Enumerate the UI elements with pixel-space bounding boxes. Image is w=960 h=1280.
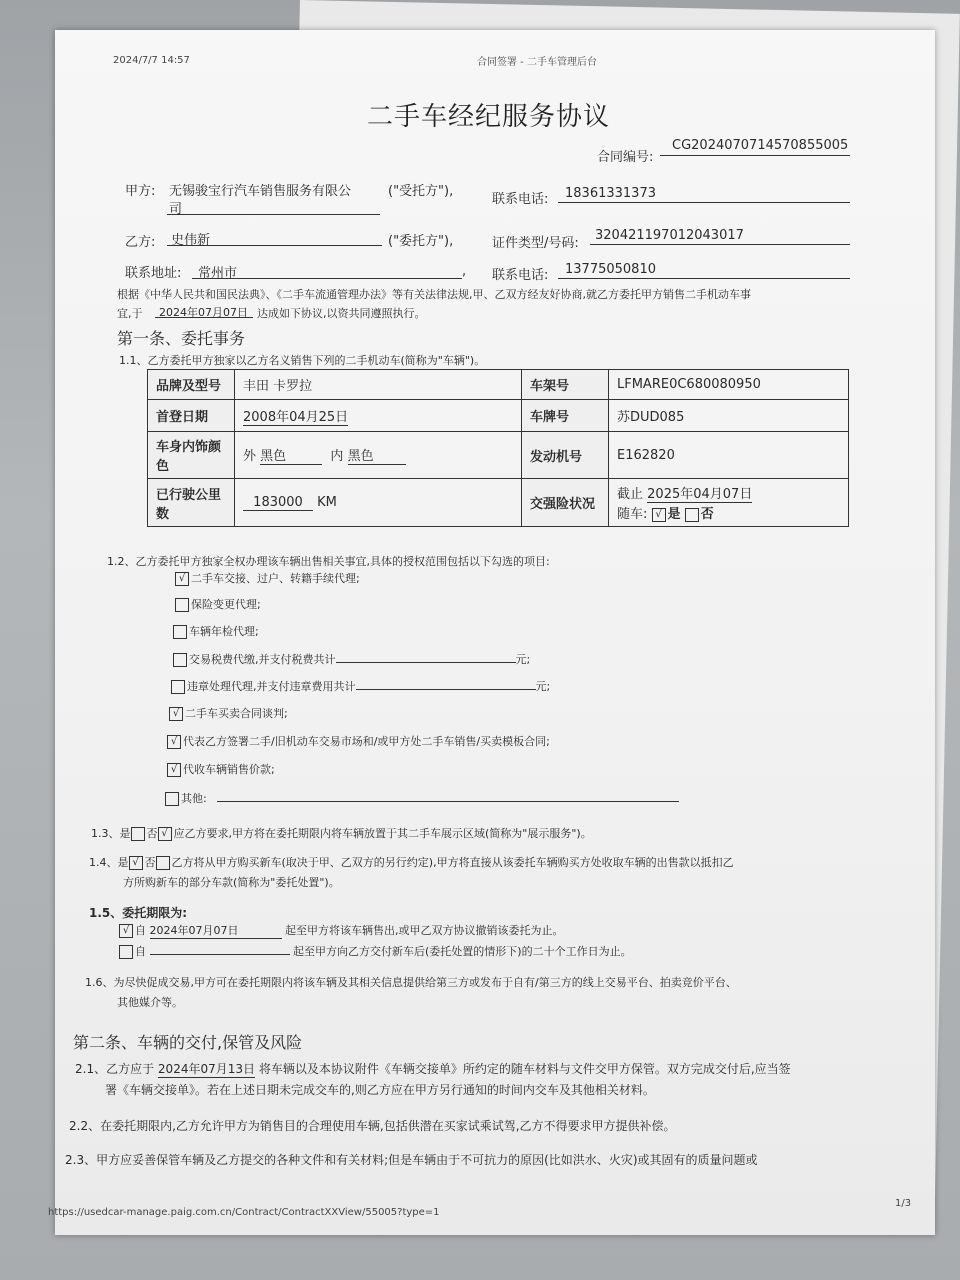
party-b-phone-label: 联系电话:	[492, 268, 549, 283]
clause-1-5-a	[119, 922, 564, 939]
party-b-name: 史伟新	[171, 233, 211, 248]
print-datetime: 2024/7/7 14:57	[113, 55, 190, 66]
option-checkbox[interactable]	[173, 653, 187, 667]
option-checkbox[interactable]: √	[175, 572, 189, 586]
option-label: 交易税费代缴,并支付税费共计	[189, 653, 336, 666]
color-out-value: 黑色	[260, 445, 322, 465]
yes-label: 是	[667, 507, 681, 522]
option-item	[173, 623, 259, 639]
option-checkbox[interactable]: √	[169, 707, 183, 721]
party-a-name: 无锡骏宝行汽车销售服务有限公	[169, 184, 352, 199]
insurance-cell	[609, 479, 849, 527]
party-a-role: ("受托方"),	[388, 184, 454, 199]
option-checkbox[interactable]	[173, 625, 187, 639]
tax-amount-blank	[336, 650, 516, 663]
reg-date-label: 首登日期	[148, 400, 235, 432]
option-checkbox[interactable]: √	[167, 763, 181, 777]
clause-1-6-line-1: 1.6、为尽快促成交易,甲方可在委托期限内将该车辆及其相关信息提供给第三方或发布于自有/第三方的线上交易平台、拍卖竞价平台、	[85, 976, 737, 989]
party-a-phone: 18361331373	[565, 186, 656, 201]
clause-1-4-no-checkbox[interactable]	[156, 856, 170, 870]
option-checkbox[interactable]	[175, 598, 189, 612]
plate-label: 车牌号	[522, 400, 609, 432]
contract-no-underline	[660, 155, 850, 156]
vin-value: LFMARE0C680080950	[609, 370, 849, 400]
address-comma: ,	[462, 264, 467, 279]
clause-1-3-text: 应乙方要求,甲方将在委托期限内将车辆放置于其二手车展示区域(简称为"展示服务")。	[173, 827, 592, 840]
term-a-checkbox[interactable]: √	[119, 924, 133, 938]
color-cell	[235, 432, 522, 479]
term-a-from: 自	[135, 924, 146, 937]
insurance-with-car-label: 随车:	[617, 507, 648, 522]
plate-value: 苏DUD085	[609, 400, 849, 432]
contract-no: CG202407071457085500​5	[672, 138, 849, 153]
clause-2-1-pre: 2.1、乙方应于	[75, 1062, 155, 1076]
option-item	[167, 733, 550, 749]
table-row	[148, 400, 849, 432]
party-a-name-cont: 司	[169, 202, 183, 217]
table-row	[148, 432, 849, 479]
clause-2-1-line-2: 署《车辆交接单》。若在上述日期未完成交车的,则乙方应在甲方另行通知的时间内交车及其他相关材料。	[105, 1083, 655, 1097]
party-b-underline	[167, 245, 382, 246]
clause-1-4-yes-checkbox[interactable]: √	[129, 856, 143, 870]
party-a-label: 甲方:	[125, 184, 156, 199]
clause-1-3-mid: 否	[146, 827, 158, 840]
contract-page	[48, 30, 935, 1235]
contract-no-label: 合同编号:	[597, 150, 654, 165]
intro-line-2-post: 达成如下协议,以资共同遵照执行。	[257, 307, 426, 320]
clause-2-1	[75, 1060, 791, 1078]
color-in-label: 内	[330, 449, 344, 464]
mileage-value: 183000	[243, 495, 313, 511]
clause-2-1-date: 2024年07月13日	[157, 1062, 256, 1076]
clause-1-6-line-2: 其他媒介等。	[117, 996, 183, 1009]
party-b-address-label: 联系地址:	[125, 266, 182, 281]
option-label: 二手车买卖合同谈判;	[185, 707, 288, 720]
intro-line-2-pre: 宜,于	[117, 307, 143, 320]
clause-2-1-text: 将车辆以及本协议附件《车辆交接单》所约定的随车材料与文件交甲方保管。双方完成交付后,应当签	[258, 1062, 791, 1076]
engine-value: E162820	[609, 432, 849, 479]
print-site-title: 合同签署 - 二手车管理后台	[477, 57, 597, 68]
clause-1-4	[89, 854, 734, 870]
party-b-id: 320421197012043017	[595, 228, 744, 243]
insurance-label: 交强险状况	[522, 479, 609, 527]
clause-1-3-no-checkbox[interactable]: √	[158, 827, 172, 841]
article-2-heading: 第二条、车辆的交付,保管及风险	[73, 1033, 303, 1052]
term-b-text: 起至甲方向乙方交付新车后(委托处置的情形下)的二十个工作日为止。	[293, 945, 632, 958]
mileage-label: 已行驶公里数	[148, 479, 235, 527]
party-b-id-underline	[590, 244, 850, 245]
party-b-phone-underline	[558, 278, 850, 279]
term-a-date: 2024年07月07日	[150, 922, 282, 939]
option-label: 代表乙方签署二手/旧机动车交易市场和/或甲方处二手车销售/买卖模板合同;	[183, 735, 550, 748]
footer-url: https://usedcar-manage.paig.com.cn/Contract/ContractXXView/55005?type=1	[48, 1207, 440, 1218]
reg-date-cell	[235, 400, 522, 432]
table-row	[148, 370, 849, 400]
option-suffix: 元;	[535, 680, 551, 693]
document-title: 二手车经纪服务协议	[367, 102, 611, 132]
option-label: 二手车交接、过户、转籍手续代理;	[191, 572, 360, 585]
yes-checkbox[interactable]: √	[652, 508, 666, 522]
clause-1-5-heading: 1.5、委托期限为:	[89, 906, 188, 920]
reg-date-value: 2008年04月25日	[243, 406, 348, 426]
party-b-address-underline	[192, 278, 462, 279]
color-in-value: 黑色	[348, 445, 406, 465]
option-item	[171, 677, 550, 694]
violation-amount-blank	[356, 677, 536, 690]
option-checkbox[interactable]: √	[167, 735, 181, 749]
intro-line-1: 根据《中华人民共和国民法典》、《二手车流通管理办法》等有关法律法规,甲、乙双方经友好协商,就乙方委托甲方销售二手机动车事	[117, 288, 751, 301]
clause-1-4-line-2: 方所购新车的部分车款(简称为"委托处置")。	[123, 876, 340, 889]
insurance-until-label: 截止	[617, 487, 644, 502]
no-label: 否	[700, 507, 714, 522]
vehicle-info-table	[147, 369, 849, 527]
option-suffix: 元;	[515, 653, 531, 666]
clause-1-5-b	[119, 942, 632, 959]
mileage-cell	[235, 479, 522, 527]
party-b-role: ("委托方"),	[388, 234, 454, 249]
option-item	[175, 570, 360, 586]
party-b-label: 乙方:	[125, 235, 156, 250]
clause-2-3: 2.3、甲方应妥善保管车辆及乙方提交的各种文件和有关材料;但是车辆由于不可抗力的原因(比如洪水、火灾)或其固有的质量问题或	[65, 1153, 758, 1167]
other-blank	[217, 789, 679, 802]
clause-1-3-pre: 1.3、是	[91, 827, 131, 840]
brand-label: 品牌及型号	[148, 370, 235, 400]
intro-date: 2024年07月07日	[159, 306, 248, 319]
color-out-label: 外	[243, 449, 257, 464]
option-item	[167, 761, 275, 777]
party-a-phone-label: 联系电话:	[492, 192, 549, 207]
term-b-from: 自	[135, 945, 146, 958]
clause-1-1: 1.1、乙方委托甲方独家以乙方名义销售下列的二手机动车(简称为"车辆")。	[119, 354, 486, 367]
clause-2-2: 2.2、在委托期限内,乙方允许甲方为销售目的合理使用车辆,包括供潜在买家试乘试驾,乙方不得要求甲方提供补偿。	[69, 1119, 676, 1133]
clause-1-3-yes-checkbox[interactable]	[131, 827, 145, 841]
color-label: 车身内饰颜色	[148, 432, 235, 479]
option-checkbox[interactable]	[165, 792, 179, 806]
intro-date-underline	[155, 317, 253, 318]
clause-1-2: 1.2、乙方委托甲方独家全权办理该车辆出售相关事宜,具体的授权范围包括以下勾选的项目:	[107, 555, 550, 568]
option-item	[175, 596, 261, 612]
no-checkbox[interactable]	[685, 508, 699, 522]
option-label: 车辆年检代理;	[189, 625, 259, 638]
clause-1-4-pre: 1.4、是	[89, 856, 129, 869]
brand-value: 丰田 卡罗拉	[235, 370, 522, 400]
party-a-phone-underline	[558, 202, 850, 203]
party-b-address: 常州市	[198, 266, 238, 281]
insurance-until-date: 2025年04月07日	[647, 483, 752, 503]
option-label: 其他:	[181, 792, 207, 805]
table-row	[148, 479, 849, 527]
clause-1-4-text: 乙方将从甲方购买新车(取决于甲、乙双方的另行约定),甲方将直接从该委托车辆购买方处收取车辆的出售款以抵扣乙	[171, 856, 734, 869]
term-a-text: 起至甲方将该车辆售出,或甲乙双方协议撤销该委托为止。	[285, 924, 564, 937]
option-label: 代收车辆销售价款;	[183, 763, 275, 776]
vin-label: 车架号	[522, 370, 609, 400]
option-checkbox[interactable]	[171, 680, 185, 694]
party-a-underline	[167, 214, 380, 215]
party-b-phone: 13775050810	[565, 262, 656, 277]
option-item	[173, 650, 530, 667]
clause-1-3	[91, 825, 592, 841]
party-b-id-label: 证件类型/号码:	[492, 236, 579, 251]
option-item	[169, 705, 288, 721]
term-b-checkbox[interactable]	[119, 945, 133, 959]
mileage-unit: KM	[317, 494, 337, 510]
option-label: 违章处理代理,并支付违章费用共计	[187, 680, 356, 693]
article-1-heading: 第一条、委托事务	[117, 329, 246, 348]
engine-label: 发动机号	[522, 432, 609, 479]
option-item	[165, 789, 679, 806]
clause-1-4-mid: 否	[144, 856, 156, 869]
term-b-date-blank	[150, 942, 290, 955]
page-number: 1/3	[895, 1198, 912, 1209]
option-label: 保险变更代理;	[191, 598, 261, 611]
